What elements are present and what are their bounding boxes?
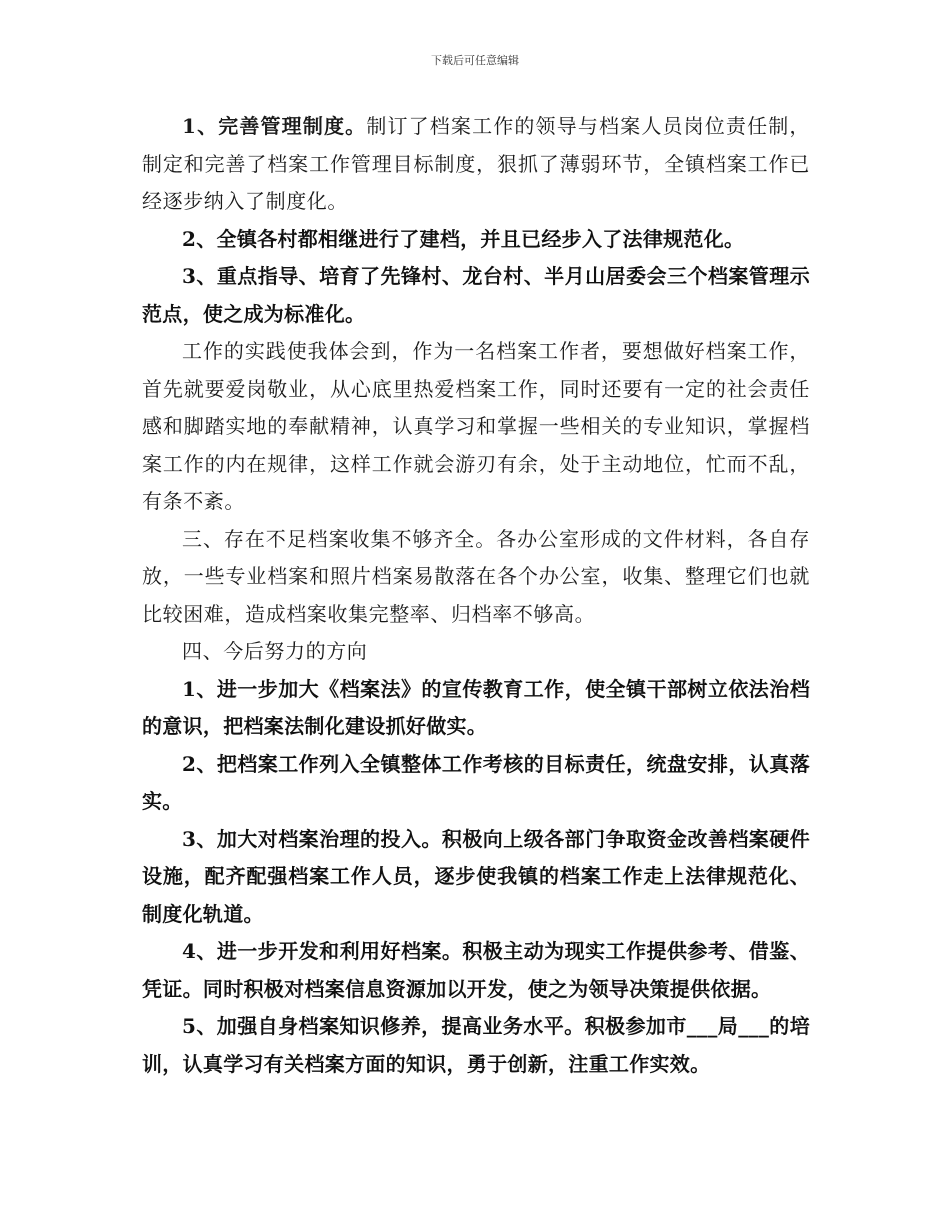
paragraph-management-system bbox=[142, 108, 810, 221]
paragraph-development: 4、进一步开发和利用好档案。积极主动为现实工作提供参考、借鉴、凭证。同时积极对档案信息资源加以开发，使之为领导决策提供依据。 bbox=[142, 939, 810, 1001]
paragraph-village-archives: 2、全镇各村都相继进行了建档，并且已经步入了法律规范化。 bbox=[182, 226, 745, 251]
paragraph-training: 5、加强自身档案知识修养，提高业务水平。积极参加市___局___的培训，认真学习有关档案方面的知识，勇于创新，注重工作实效。 bbox=[142, 1014, 810, 1076]
section-heading-future-direction: 四、今后努力的方向 bbox=[182, 639, 368, 663]
paragraph-publicity: 1、进一步加大《档案法》的宣传教育工作，使全镇干部树立依法治档的意识，把档案法制化建设抓好做实。 bbox=[142, 676, 810, 738]
page-header: 下载后可任意编辑 bbox=[431, 54, 519, 67]
paragraph-investment: 3、加大对档案治理的投入。积极向上级各部门争取资金改善档案硬件设施，配齐配强档案工作人员，逐步使我镇的档案工作走上法律规范化、制度化轨道。 bbox=[142, 826, 810, 926]
paragraph-work-experience: 工作的实践使我体会到，作为一名档案工作者，要想做好档案工作，首先就要爱岗敬业，从心底里热爱档案工作，同时还要有一定的社会责任感和脚踏实地的奉献精神，认真学习和掌握一些相关的专业知识，掌握档案工作的内在规律，这样工作就会游刃有余，处于主动地位，忙而不乱，有条不紊。 bbox=[142, 339, 810, 513]
paragraph-body: 制订了档案工作的领导与档案人员岗位责任制，制定和完善了档案工作管理目标制度，狠抓了薄弱环节，全镇档案工作已经逐步纳入了制度化。 bbox=[142, 114, 810, 213]
paragraph-heading: 1、完善管理制度。 bbox=[182, 114, 367, 138]
paragraph-demonstration-points: 3、重点指导、培育了先锋村、龙台村、半月山居委会三个档案管理示范点，使之成为标准化。 bbox=[142, 264, 810, 326]
document-body bbox=[142, 108, 810, 1083]
paragraph-shortcomings: 三、存在不足档案收集不够齐全。各办公室形成的文件材料，各自存放，一些专业档案和照片档案易散落在各个办公室，收集、整理它们也就比较困难，造成档案收集完整率、归档率不够高。 bbox=[142, 526, 810, 626]
paragraph-assessment: 2、把档案工作列入全镇整体工作考核的目标责任，统盘安排，认真落实。 bbox=[142, 751, 810, 813]
